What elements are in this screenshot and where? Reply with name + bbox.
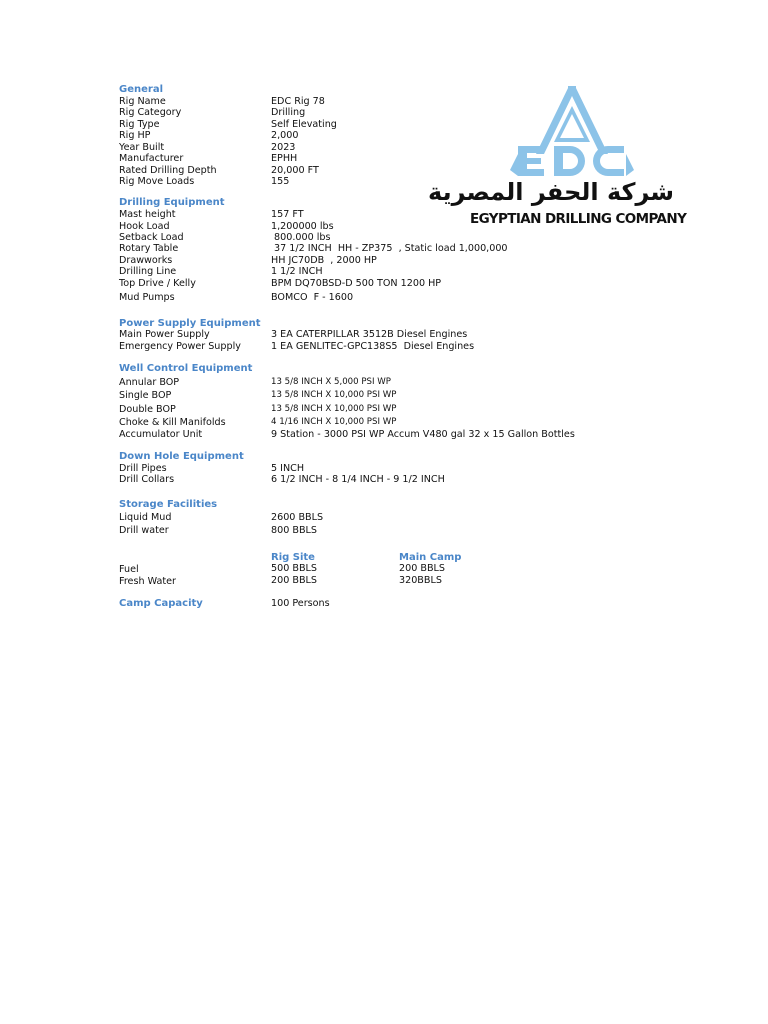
label-drill-collars: Drill Collars bbox=[119, 474, 175, 485]
value-rotary-table: 37 1/2 INCH HH - ZP375 , Static load 1,000,000 bbox=[271, 243, 508, 254]
value-mud-pumps: BOMCO F - 1600 bbox=[271, 292, 354, 303]
label-drilling-line: Drilling Line bbox=[119, 266, 177, 277]
value-camp-capacity: 100 Persons bbox=[271, 598, 330, 609]
column-header-main-camp: Main Camp bbox=[399, 552, 462, 563]
value-year-built: 2023 bbox=[271, 142, 296, 153]
logo-arabic-name: شركة الحفر المصرية bbox=[428, 178, 674, 206]
label-rig-name: Rig Name bbox=[119, 96, 166, 107]
value-fuel-main-camp: 200 BBLS bbox=[399, 563, 445, 574]
value-drawworks: HH JC70DB , 2000 HP bbox=[271, 255, 377, 266]
value-rig-name: EDC Rig 78 bbox=[271, 96, 325, 107]
label-setback-load: Setback Load bbox=[119, 232, 184, 243]
value-top-drive: BPM DQ70BSD-D 500 TON 1200 HP bbox=[271, 278, 442, 289]
value-choke-kill-manifolds: 4 1/16 INCH X 10,000 PSI WP bbox=[271, 417, 397, 427]
value-setback-load: 800.000 lbs bbox=[271, 232, 331, 243]
value-single-bop: 13 5/8 INCH X 10,000 PSI WP bbox=[271, 390, 397, 400]
value-fresh-water-rig-site: 200 BBLS bbox=[271, 575, 317, 586]
label-fresh-water: Fresh Water bbox=[119, 576, 176, 587]
value-main-power-supply: 3 EA CATERPILLAR 3512B Diesel Engines bbox=[271, 329, 468, 340]
label-rotary-table: Rotary Table bbox=[119, 243, 179, 254]
column-header-rig-site: Rig Site bbox=[271, 552, 315, 563]
value-hook-load: 1,200000 lbs bbox=[271, 221, 334, 232]
value-liquid-mud: 2600 BBLS bbox=[271, 512, 324, 523]
label-drill-pipes: Drill Pipes bbox=[119, 463, 167, 474]
value-accumulator-unit: 9 Station - 3000 PSI WP Accum V480 gal 32 x 15 Gallon Bottles bbox=[271, 429, 575, 440]
section-power-title: Power Supply Equipment bbox=[119, 318, 261, 329]
value-fresh-water-main-camp: 320BBLS bbox=[399, 575, 442, 586]
section-camp-title: Camp Capacity bbox=[119, 598, 203, 609]
label-double-bop: Double BOP bbox=[119, 404, 176, 415]
section-general-title: General bbox=[119, 84, 163, 95]
value-drilling-line: 1 1/2 INCH bbox=[271, 266, 323, 277]
value-drill-collars: 6 1/2 INCH - 8 1/4 INCH - 9 1/2 INCH bbox=[271, 474, 445, 485]
label-rig-hp: Rig HP bbox=[119, 130, 151, 141]
value-rig-category: Drilling bbox=[271, 107, 306, 118]
label-year-built: Year Built bbox=[119, 142, 165, 153]
value-rated-drilling-depth: 20,000 FT bbox=[271, 165, 319, 176]
label-manufacturer: Manufacturer bbox=[119, 153, 184, 164]
label-rig-move-loads: Rig Move Loads bbox=[119, 176, 195, 187]
label-single-bop: Single BOP bbox=[119, 390, 172, 401]
value-drill-pipes: 5 INCH bbox=[271, 463, 305, 474]
label-mud-pumps: Mud Pumps bbox=[119, 292, 175, 303]
value-rig-type: Self Elevating bbox=[271, 119, 337, 130]
value-mast-height: 157 FT bbox=[271, 209, 304, 220]
edc-logo-emblem bbox=[510, 86, 634, 176]
label-rig-type: Rig Type bbox=[119, 119, 160, 130]
label-drill-water: Drill water bbox=[119, 525, 169, 536]
label-accumulator-unit: Accumulator Unit bbox=[119, 429, 203, 440]
value-fuel-rig-site: 500 BBLS bbox=[271, 563, 317, 574]
value-annular-bop: 13 5/8 INCH X 5,000 PSI WP bbox=[271, 377, 391, 387]
logo-company-name: EGYPTIAN DRILLING COMPANY bbox=[470, 211, 687, 227]
label-annular-bop: Annular BOP bbox=[119, 377, 180, 388]
label-drawworks: Drawworks bbox=[119, 255, 173, 266]
value-drill-water: 800 BBLS bbox=[271, 525, 317, 536]
label-liquid-mud: Liquid Mud bbox=[119, 512, 172, 523]
label-fuel: Fuel bbox=[119, 564, 139, 575]
label-rated-drilling-depth: Rated Drilling Depth bbox=[119, 165, 217, 176]
value-emergency-power-supply: 1 EA GENLITEC-GPC138S5 Diesel Engines bbox=[271, 341, 475, 352]
label-mast-height: Mast height bbox=[119, 209, 176, 220]
label-top-drive: Top Drive / Kelly bbox=[119, 278, 196, 289]
value-rig-move-loads: 155 bbox=[271, 176, 290, 187]
section-well-control-title: Well Control Equipment bbox=[119, 363, 253, 374]
section-storage-title: Storage Facilities bbox=[119, 499, 218, 510]
label-emergency-power-supply: Emergency Power Supply bbox=[119, 341, 241, 352]
value-double-bop: 13 5/8 INCH X 10,000 PSI WP bbox=[271, 404, 397, 414]
value-rig-hp: 2,000 bbox=[271, 130, 299, 141]
section-drilling-title: Drilling Equipment bbox=[119, 197, 225, 208]
value-manufacturer: EPHH bbox=[271, 153, 298, 164]
label-hook-load: Hook Load bbox=[119, 221, 170, 232]
label-main-power-supply: Main Power Supply bbox=[119, 329, 210, 340]
section-down-hole-title: Down Hole Equipment bbox=[119, 451, 244, 462]
label-choke-kill-manifolds: Choke & Kill Manifolds bbox=[119, 417, 226, 428]
label-rig-category: Rig Category bbox=[119, 107, 182, 118]
